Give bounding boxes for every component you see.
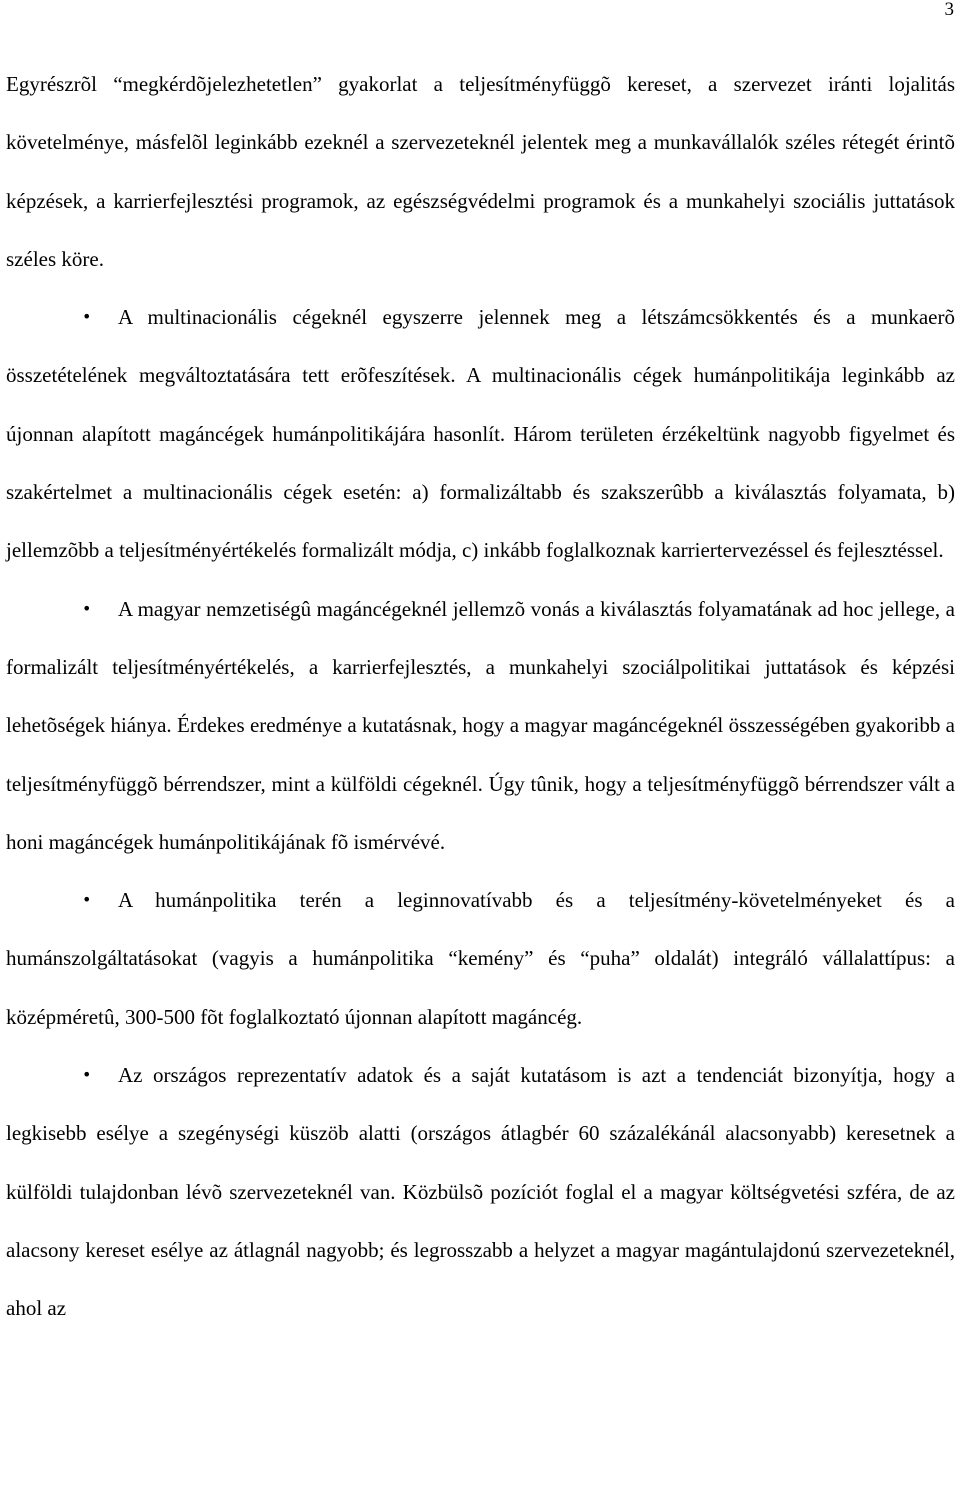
paragraph-intro: Egyrészrõl “megkérdõjelezhetetlen” gyakorlat a teljesítményfüggõ kereset, a szervezet iránti lojalitás követelménye, másfelõl leginkább ezeknél a szervezeteknél jelentek meg a munkavállalók széles rétegét érintõ képzések, a karrierfejlesztési programok, az egészségvédelmi programok és a munkahelyi szociális juttatások széles köre. [6,72,955,271]
page-number: 3 [944,0,954,20]
bullet-icon: • [82,890,92,910]
bullet-paragraph-national-data [6,1046,955,1337]
bullet-icon: • [82,307,92,327]
bullet-paragraph-multinational [6,288,955,579]
bullet-icon: • [82,598,92,618]
bullet-icon: • [82,1065,92,1085]
document-body [6,55,955,1338]
bullet-paragraph-hungarian-private [6,580,955,871]
bullet-paragraph-innovative-company [6,871,955,1046]
bullet-text: A magyar nemzetiségû magáncégeknél jellemzõ vonás a kiválasztás folyamatának ad hoc jellege, a formalizált teljesítményértékelés, a karrierfejlesztés, a munkahelyi szociálpolitikai juttatások és képzési lehetõségek hiánya. Érdekes eredménye a kutatásnak, hogy a magyar magáncégeknél összességében gyakoribb a teljesítményfüggõ bérrendszer, mint a külföldi cégeknél. Úgy tûnik, hogy a teljesítményfüggõ bérrendszer vált a honi magáncégek humánpolitikájának fõ ismérvévé. [6,596,955,854]
bullet-text: A multinacionális cégeknél egyszerre jelennek meg a létszámcsökkentés és a munkaerõ összetételének megváltoztatására tett erõfeszítések. A multinacionális cégek humánpolitikája leginkább az újonnan alapított magáncégek humánpolitikájára hasonlít. Három területen érzékeltünk nagyobb figyelmet és szakértelmet a multinacionális cégek esetén: a) formalizáltabb és szakszerûbb a kiválasztás folyamata, b) jellemzõbb a teljesítményértékelés formalizált módja, c) inkább foglalkoznak karriertervezéssel és fejlesztéssel. [6,305,955,563]
bullet-text: A humánpolitika terén a leginnovatívabb és a teljesítmény-követelményeket és a humánszolgáltatásokat (vagyis a humánpolitika “kemény” és “puha” oldalát) integráló vállalattípus: a középméretû, 300-500 fõt foglalkoztató újonnan alapított magáncég. [6,888,955,1029]
bullet-text: Az országos reprezentatív adatok és a saját kutatásom is azt a tendenciát bizonyítja, hogy a legkisebb esélye a szegénységi küszöb alatti (országos átlagbér 60 százalékánál alacsonyabb) keresetnek a külföldi tulajdonban lévõ szervezeteknél van. Közbülsõ pozíciót foglal el a magyar költségvetési szféra, de az alacsony kereset esélye az átlagnál nagyobb; és legrosszabb a helyzet a magyar magántulajdonú szervezeteknél, ahol az [6,1063,955,1321]
